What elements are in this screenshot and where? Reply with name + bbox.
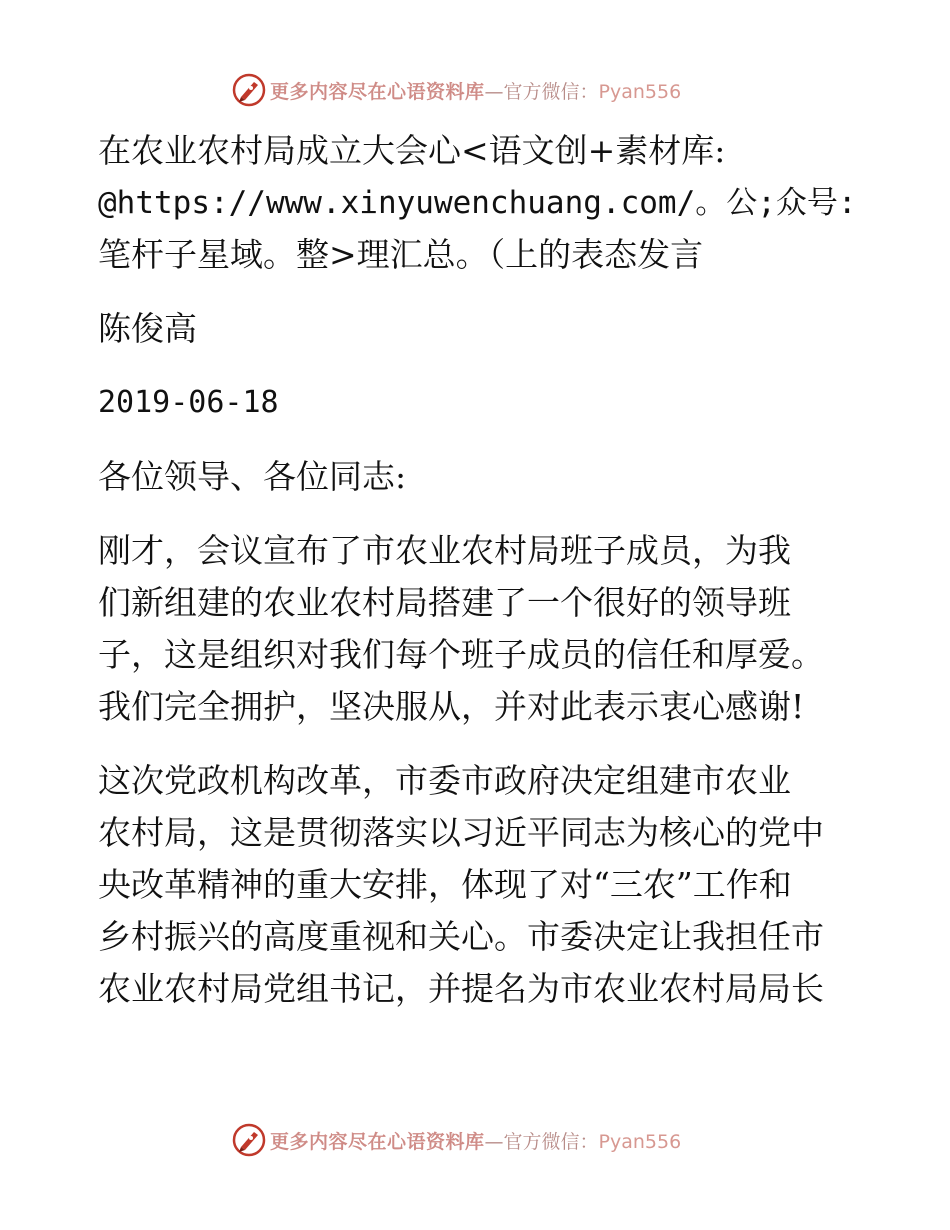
title-line: 笔杆子星域。整>理汇总。（上的表态发言 bbox=[98, 235, 704, 274]
watermark-banner-bottom bbox=[232, 1122, 712, 1158]
watermark-text bbox=[270, 77, 681, 104]
watermark-id: Pyan556 bbox=[598, 80, 682, 103]
document-body bbox=[98, 125, 858, 1015]
paragraph-line: 子，这是组织对我们每个班子成员的信任和厚爱。 bbox=[98, 635, 824, 674]
paragraph-line: 乡村振兴的高度重视和关心。市委决定让我担任市 bbox=[98, 917, 824, 956]
author-name: 陈俊高 bbox=[98, 309, 197, 348]
paragraph-line: 我们完全拥护，坚决服从，并对此表示衷心感谢! bbox=[98, 687, 805, 726]
paragraph-2 bbox=[98, 755, 858, 1015]
paragraph-line: 刚才，会议宣布了市农业农村局班子成员，为我 bbox=[98, 531, 791, 570]
document-title bbox=[98, 125, 858, 281]
paragraph-line: 这次党政机构改革，市委市政府决定组建市农业 bbox=[98, 761, 791, 800]
watermark-banner-top bbox=[232, 72, 712, 108]
paragraph-line: 农业农村局党组书记，并提名为市农业农村局局长 bbox=[98, 969, 824, 1008]
watermark-text bbox=[270, 1127, 681, 1154]
paragraph-line: 农村局，这是贯彻落实以习近平同志为核心的党中 bbox=[98, 813, 824, 852]
title-line: @https://www.xinyuwenchuang.com/。公;众号: bbox=[98, 185, 857, 221]
document-date: 2019-06-18 bbox=[98, 385, 279, 420]
paragraph-1 bbox=[98, 525, 858, 733]
watermark-main: 更多内容尽在心语资料库 bbox=[270, 1130, 485, 1153]
watermark-sub: —官方微信： bbox=[484, 1130, 599, 1153]
pen-logo-icon bbox=[232, 1123, 266, 1157]
salutation: 各位领导、各位同志: bbox=[98, 457, 407, 496]
paragraph-line: 们新组建的农业农村局搭建了一个很好的领导班 bbox=[98, 583, 791, 622]
watermark-id: Pyan556 bbox=[598, 1130, 682, 1153]
watermark-sub: —官方微信： bbox=[484, 80, 599, 103]
pen-logo-icon bbox=[232, 73, 266, 107]
watermark-main: 更多内容尽在心语资料库 bbox=[270, 80, 485, 103]
title-line: 在农业农村局成立大会心<语文创+素材库: bbox=[98, 131, 726, 170]
paragraph-line: 央改革精神的重大安排，体现了对“三农”工作和 bbox=[98, 865, 792, 904]
